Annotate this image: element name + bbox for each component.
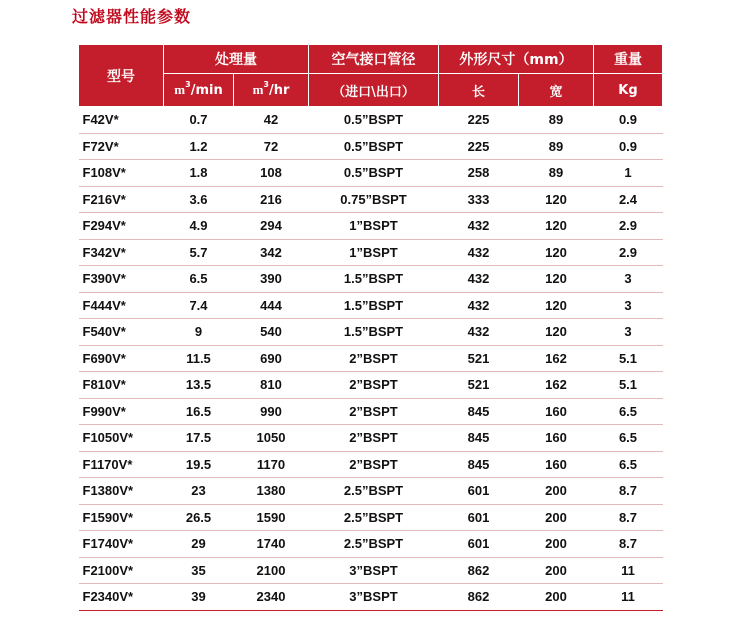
flow-per-min-cell: 5.7: [164, 239, 234, 266]
table-row: [79, 266, 663, 293]
port-cell: 0.75”BSPT: [309, 186, 439, 213]
port-cell: 1.5”BSPT: [309, 266, 439, 293]
flow-per-min-cell: 17.5: [164, 425, 234, 452]
width-cell: 120: [519, 319, 594, 346]
model-cell: F990V*: [79, 398, 164, 425]
table-row: [79, 478, 663, 505]
table-row: [79, 213, 663, 240]
width-cell: 89: [519, 133, 594, 160]
dimensions-header: 外形尺寸（mm）: [439, 45, 594, 74]
port-cell: 0.5”BSPT: [309, 107, 439, 134]
model-cell: F390V*: [79, 266, 164, 293]
model-cell: F540V*: [79, 319, 164, 346]
flow-per-hr-cell: 342: [234, 239, 309, 266]
length-cell: 521: [439, 372, 519, 399]
model-cell: F810V*: [79, 372, 164, 399]
model-cell: F444V*: [79, 292, 164, 319]
length-cell: 862: [439, 557, 519, 584]
weight-cell: 2.9: [594, 239, 663, 266]
flow-per-hr-cell: 810: [234, 372, 309, 399]
port-cell: 2”BSPT: [309, 425, 439, 452]
table-row: [79, 186, 663, 213]
length-cell: 432: [439, 213, 519, 240]
flow-per-min-cell: 3.6: [164, 186, 234, 213]
weight-header: 重量: [594, 45, 663, 74]
header-row-main: [79, 45, 663, 74]
table-row: [79, 557, 663, 584]
table-row: [79, 584, 663, 611]
flow-per-hr-cell: 1740: [234, 531, 309, 558]
port-cell: 2”BSPT: [309, 372, 439, 399]
width-cell: 120: [519, 266, 594, 293]
table-row: [79, 239, 663, 266]
port-cell: 2”BSPT: [309, 451, 439, 478]
page-title: 过滤器性能参数: [72, 7, 192, 26]
port-cell: 2”BSPT: [309, 345, 439, 372]
flow-per-hr-exponent: 3: [263, 80, 269, 89]
flow-per-hr-cell: 444: [234, 292, 309, 319]
weight-cell: 8.7: [594, 504, 663, 531]
flow-per-hr-cell: 390: [234, 266, 309, 293]
table-row: [79, 160, 663, 187]
flow-per-hr-cell: 42: [234, 107, 309, 134]
flow-per-min-unit: /min: [190, 83, 223, 98]
flow-per-hr-cell: 108: [234, 160, 309, 187]
length-cell: 862: [439, 584, 519, 611]
width-cell: 160: [519, 398, 594, 425]
model-cell: F1170V*: [79, 451, 164, 478]
weight-unit-header: Kg: [594, 74, 663, 107]
length-cell: 845: [439, 425, 519, 452]
flow-per-min-base: m: [174, 82, 186, 97]
model-cell: F1740V*: [79, 531, 164, 558]
flow-per-min-cell: 7.4: [164, 292, 234, 319]
width-cell: 200: [519, 584, 594, 611]
table-row: [79, 398, 663, 425]
width-cell: 200: [519, 557, 594, 584]
length-cell: 225: [439, 107, 519, 134]
length-cell: 845: [439, 451, 519, 478]
weight-cell: 0.9: [594, 133, 663, 160]
length-cell: 601: [439, 531, 519, 558]
length-cell: 432: [439, 292, 519, 319]
length-header: 长: [439, 74, 519, 107]
table-row: [79, 319, 663, 346]
width-cell: 120: [519, 186, 594, 213]
flow-per-hr-cell: 216: [234, 186, 309, 213]
header-row-sub: [79, 74, 663, 107]
weight-cell: 6.5: [594, 425, 663, 452]
flow-per-hr-cell: 1050: [234, 425, 309, 452]
flow-per-hr-cell: 2100: [234, 557, 309, 584]
port-cell: 1.5”BSPT: [309, 292, 439, 319]
model-header: 型号: [79, 45, 164, 107]
table-body: [79, 107, 663, 611]
port-cell: 2.5”BSPT: [309, 531, 439, 558]
width-header: 宽: [519, 74, 594, 107]
capacity-header: 处理量: [164, 45, 309, 74]
port-cell: 3”BSPT: [309, 557, 439, 584]
flow-per-min-cell: 13.5: [164, 372, 234, 399]
weight-cell: 5.1: [594, 372, 663, 399]
length-cell: 432: [439, 266, 519, 293]
model-cell: F72V*: [79, 133, 164, 160]
weight-cell: 3: [594, 292, 663, 319]
weight-cell: 8.7: [594, 478, 663, 505]
weight-cell: 11: [594, 584, 663, 611]
model-cell: F294V*: [79, 213, 164, 240]
flow-per-min-cell: 39: [164, 584, 234, 611]
model-cell: F2100V*: [79, 557, 164, 584]
length-cell: 601: [439, 504, 519, 531]
flow-per-min-cell: 9: [164, 319, 234, 346]
table-row: [79, 292, 663, 319]
flow-per-hr-cell: 990: [234, 398, 309, 425]
flow-per-min-header: [164, 74, 234, 107]
flow-per-min-cell: 29: [164, 531, 234, 558]
model-cell: F1590V*: [79, 504, 164, 531]
weight-cell: 11: [594, 557, 663, 584]
flow-per-hr-cell: 1170: [234, 451, 309, 478]
weight-cell: 2.4: [594, 186, 663, 213]
port-cell: 0.5”BSPT: [309, 160, 439, 187]
flow-per-min-cell: 16.5: [164, 398, 234, 425]
width-cell: 120: [519, 213, 594, 240]
weight-cell: 0.9: [594, 107, 663, 134]
weight-cell: 1: [594, 160, 663, 187]
table-row: [79, 451, 663, 478]
port-cell: 1.5”BSPT: [309, 319, 439, 346]
length-cell: 432: [439, 239, 519, 266]
table-row: [79, 504, 663, 531]
flow-per-hr-cell: 72: [234, 133, 309, 160]
length-cell: 521: [439, 345, 519, 372]
length-cell: 432: [439, 319, 519, 346]
weight-cell: 6.5: [594, 398, 663, 425]
width-cell: 200: [519, 531, 594, 558]
flow-per-min-cell: 23: [164, 478, 234, 505]
width-cell: 160: [519, 425, 594, 452]
flow-per-hr-cell: 540: [234, 319, 309, 346]
port-cell: 2.5”BSPT: [309, 504, 439, 531]
model-cell: F1050V*: [79, 425, 164, 452]
model-cell: F342V*: [79, 239, 164, 266]
flow-per-min-cell: 0.7: [164, 107, 234, 134]
weight-cell: 2.9: [594, 213, 663, 240]
width-cell: 120: [519, 292, 594, 319]
flow-per-hr-cell: 1590: [234, 504, 309, 531]
model-cell: F2340V*: [79, 584, 164, 611]
model-cell: F216V*: [79, 186, 164, 213]
table-row: [79, 372, 663, 399]
flow-per-min-cell: 1.8: [164, 160, 234, 187]
length-cell: 333: [439, 186, 519, 213]
width-cell: 162: [519, 345, 594, 372]
flow-per-min-cell: 35: [164, 557, 234, 584]
flow-per-min-cell: 11.5: [164, 345, 234, 372]
model-cell: F690V*: [79, 345, 164, 372]
width-cell: 160: [519, 451, 594, 478]
port-cell: 0.5”BSPT: [309, 133, 439, 160]
width-cell: 89: [519, 107, 594, 134]
length-cell: 258: [439, 160, 519, 187]
weight-cell: 8.7: [594, 531, 663, 558]
table-row: [79, 107, 663, 134]
weight-cell: 6.5: [594, 451, 663, 478]
flow-per-min-cell: 19.5: [164, 451, 234, 478]
width-cell: 162: [519, 372, 594, 399]
flow-per-hr-unit: /hr: [269, 83, 290, 98]
flow-per-hr-cell: 690: [234, 345, 309, 372]
table-row: [79, 425, 663, 452]
length-cell: 225: [439, 133, 519, 160]
flow-per-min-cell: 26.5: [164, 504, 234, 531]
flow-per-min-cell: 6.5: [164, 266, 234, 293]
length-cell: 845: [439, 398, 519, 425]
width-cell: 200: [519, 478, 594, 505]
model-cell: F1380V*: [79, 478, 164, 505]
port-cell: 2”BSPT: [309, 398, 439, 425]
weight-cell: 5.1: [594, 345, 663, 372]
weight-cell: 3: [594, 319, 663, 346]
flow-per-min-exponent: 3: [185, 80, 191, 89]
flow-per-hr-cell: 1380: [234, 478, 309, 505]
length-cell: 601: [439, 478, 519, 505]
weight-cell: 3: [594, 266, 663, 293]
flow-per-hr-cell: 2340: [234, 584, 309, 611]
flow-per-hr-header: [234, 74, 309, 107]
table-row: [79, 531, 663, 558]
flow-per-min-cell: 4.9: [164, 213, 234, 240]
model-cell: F108V*: [79, 160, 164, 187]
port-cell: 3”BSPT: [309, 584, 439, 611]
width-cell: 89: [519, 160, 594, 187]
flow-per-hr-base: m: [252, 82, 264, 97]
table-row: [79, 345, 663, 372]
width-cell: 200: [519, 504, 594, 531]
table-header: [79, 45, 663, 107]
width-cell: 120: [519, 239, 594, 266]
flow-per-hr-cell: 294: [234, 213, 309, 240]
filter-spec-table: [78, 44, 663, 611]
table-row: [79, 133, 663, 160]
port-cell: 2.5”BSPT: [309, 478, 439, 505]
model-cell: F42V*: [79, 107, 164, 134]
port-cell: 1”BSPT: [309, 213, 439, 240]
flow-per-min-cell: 1.2: [164, 133, 234, 160]
port-header: 空气接口管径: [309, 45, 439, 74]
port-cell: 1”BSPT: [309, 239, 439, 266]
port-sub-header: （进口\出口）: [309, 74, 439, 107]
